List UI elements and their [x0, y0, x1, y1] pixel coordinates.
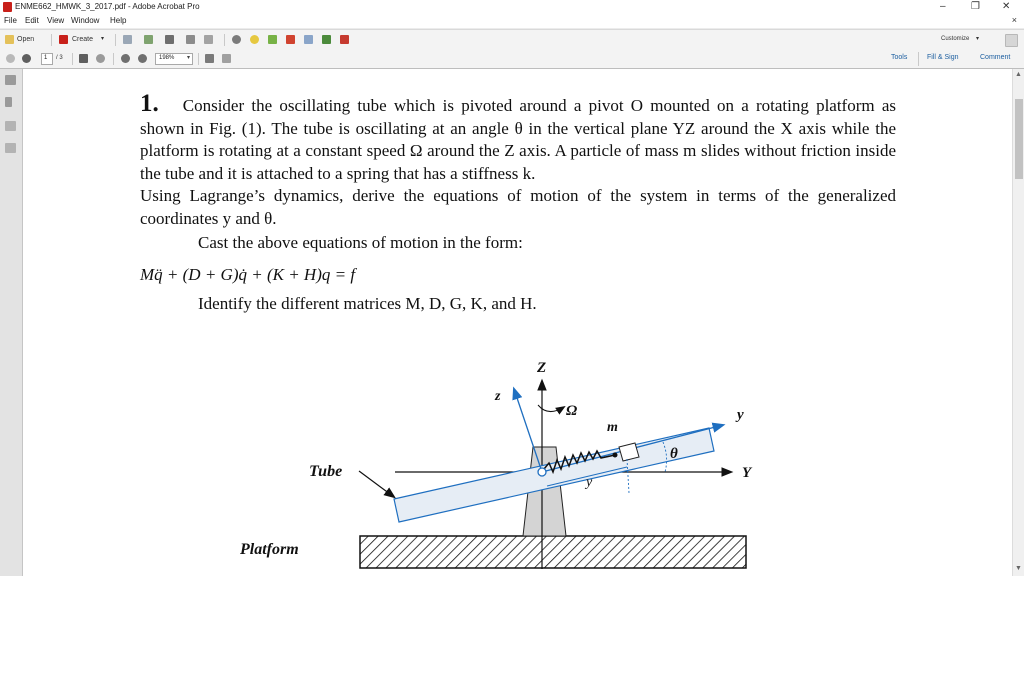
customize-button[interactable]: Customize — [941, 36, 970, 42]
label-tube: Tube — [309, 463, 343, 480]
next-page-icon[interactable] — [22, 54, 31, 63]
open-button[interactable]: Open — [17, 36, 35, 43]
scroll-thumb[interactable] — [1015, 99, 1023, 179]
close-document-icon[interactable]: × — [1011, 15, 1017, 25]
question-number: 1. — [140, 90, 159, 117]
oscillating-tube-figure — [23, 69, 1012, 576]
bookmarks-icon[interactable] — [5, 97, 12, 107]
problem-paragraph-1: Consider the oscillating tube which is pivoted around a pivot O mounted on a rotating platform as shown in Fig. (1). The tube is oscillating at an angle θ in the vertical plane YZ around the X axis while the platform is rotating at a constant speed Ω around the Z axis. A particle of mass m slides without friction inside the tube and it is attached to a spring that has a stiffness k. — [140, 96, 896, 183]
previous-page-icon[interactable] — [6, 54, 15, 63]
compare-icon[interactable] — [304, 35, 313, 44]
zoom-dropdown-icon[interactable]: ▾ — [186, 55, 190, 61]
toolbar-divider — [113, 53, 114, 65]
customize-dropdown-icon[interactable]: ▾ — [976, 36, 980, 42]
platform-hatch — [360, 536, 746, 568]
stamp-icon[interactable] — [286, 35, 295, 44]
email-icon[interactable] — [204, 35, 213, 44]
create-pdf-icon — [59, 35, 68, 44]
label-y-tube: y — [737, 407, 744, 423]
comment-tab[interactable]: Comment — [980, 54, 1011, 61]
problem-paragraph-3: Cast the above equations of motion in the form: — [198, 233, 523, 252]
label-m: m — [607, 420, 618, 435]
toolbar-divider — [224, 34, 225, 46]
save-icon[interactable] — [123, 35, 132, 44]
minimize-button[interactable]: – — [940, 1, 946, 12]
print-icon[interactable] — [165, 35, 174, 44]
create-dropdown-icon[interactable]: ▾ — [101, 36, 105, 42]
navigation-toolbar — [0, 50, 1024, 69]
body-z-axis — [514, 389, 542, 472]
comment-bubble-icon[interactable] — [250, 35, 259, 44]
highlight-icon[interactable] — [268, 35, 277, 44]
scroll-up-icon[interactable]: ▲ — [1015, 71, 1022, 78]
zoom-in-icon[interactable] — [138, 54, 147, 63]
read-mode-icon[interactable] — [222, 54, 231, 63]
zoom-input[interactable] — [155, 53, 193, 65]
settings-icon[interactable] — [232, 35, 241, 44]
toolbar-divider — [198, 53, 199, 65]
particle-dot — [613, 453, 618, 458]
page-number-value: 1 — [44, 55, 48, 61]
page-number-input[interactable] — [41, 53, 53, 65]
attachments-icon[interactable] — [5, 143, 16, 153]
label-omega: Ω — [566, 403, 578, 419]
pivot-O — [538, 468, 546, 476]
zoom-value: 198% — [159, 55, 175, 61]
navigation-pane — [0, 69, 23, 576]
title-bar — [0, 0, 1024, 15]
toolbar-divider — [918, 52, 919, 66]
restore-button[interactable]: ❐ — [971, 1, 980, 12]
equation-of-motion: Mq̈ + (D + G)q̇ + (K + H)q = f — [140, 264, 356, 284]
menu-bar — [0, 15, 1024, 28]
hand-tool-icon[interactable] — [96, 54, 105, 63]
document-view[interactable] — [23, 69, 1012, 576]
signatures-icon[interactable] — [5, 121, 16, 131]
menu-window[interactable]: Window — [71, 16, 100, 25]
label-theta: θ — [670, 446, 678, 462]
menu-view[interactable]: View — [47, 16, 65, 25]
toolbar-divider — [115, 34, 116, 46]
toolbar-divider — [51, 34, 52, 46]
select-cursor-icon[interactable] — [79, 54, 88, 63]
export-icon[interactable] — [322, 35, 331, 44]
zoom-out-icon[interactable] — [121, 54, 130, 63]
label-platform: Platform — [240, 541, 299, 558]
problem-paragraph-2: Using Lagrange’s dynamics, derive the equations of motion of the system in terms of the generalized coordinates y and θ. — [140, 186, 896, 228]
sign-icon[interactable] — [186, 35, 195, 44]
label-y-dimension: y — [586, 475, 593, 490]
tube-pointer-arrow — [359, 471, 394, 497]
problem-paragraph-4: Identify the different matrices M, D, G, K, and H. — [198, 294, 537, 313]
menu-help[interactable]: Help — [110, 16, 127, 25]
cloud-icon[interactable] — [144, 35, 153, 44]
menu-file[interactable]: File — [4, 16, 17, 25]
page-thumbnails-icon[interactable] — [5, 75, 16, 85]
close-button[interactable]: ✕ — [1002, 1, 1011, 12]
label-Y: Y — [742, 465, 752, 481]
vertical-scrollbar[interactable] — [1012, 69, 1024, 576]
redact-icon[interactable] — [340, 35, 349, 44]
create-button[interactable]: Create — [72, 36, 94, 43]
scroll-down-icon[interactable]: ▼ — [1015, 565, 1022, 572]
window-title: ENME662_HMWK_3_2017.pdf - Adobe Acrobat Pro — [15, 2, 200, 11]
expand-icon[interactable] — [1005, 34, 1018, 47]
folder-icon — [5, 35, 14, 44]
main-toolbar — [0, 29, 1024, 51]
tools-tab[interactable]: Tools — [891, 54, 908, 61]
fill-sign-tab[interactable]: Fill & Sign — [927, 54, 959, 61]
page-total: / 3 — [56, 55, 63, 61]
toolbar-divider — [72, 53, 73, 65]
label-Z: Z — [537, 360, 547, 376]
fit-page-icon[interactable] — [205, 54, 214, 63]
label-z: z — [495, 389, 501, 404]
pdf-app-icon — [3, 2, 12, 12]
menu-edit[interactable]: Edit — [25, 16, 39, 25]
